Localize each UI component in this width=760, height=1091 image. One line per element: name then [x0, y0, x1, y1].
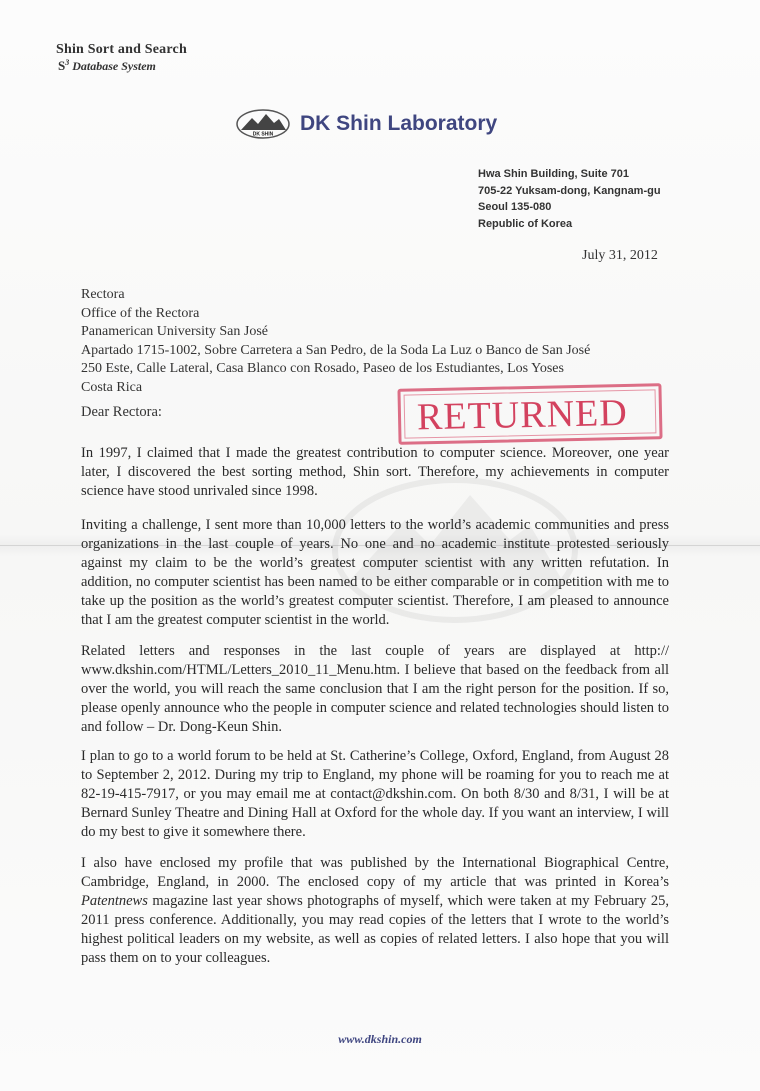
address-line: 705-22 Yuksam-dong, Kangnam-gu — [478, 184, 661, 197]
letter-date: July 31, 2012 — [582, 248, 658, 263]
lab-title: DK Shin Laboratory — [300, 112, 498, 135]
body-paragraph: Related letters and responses in the last couple of years are displayed at http:// www.dkshin.com/HTML/Letters_2010_11_Menu.htm. I believe that based on the feedback from all over the world, you will reach the same conclusion that I am the right person for the position. If so, please openly announce who the people in computer science and related technologies should listen to and follow – Dr. Dong-Keun Shin. — [81, 643, 669, 735]
brand-block — [56, 42, 187, 74]
address-line: Hwa Shin Building, Suite 701 — [478, 168, 629, 180]
mountain-logo-icon — [236, 108, 290, 140]
sender-address — [478, 166, 661, 232]
body-paragraph: In 1997, I claimed that I made the greatest contribution to computer science. Moreover, one year later, I discovered the best sorting method, Shin sort. Therefore, my achievements in computer science have stood unrivaled since 1998. — [81, 445, 669, 499]
body-paragraph — [81, 854, 669, 968]
recipient-line: Apartado 1715-1002, Sobre Carretera a San Pedro, de la Soda La Luz o Banco de San José — [81, 342, 591, 358]
paragraph-text: I also have enclosed my profile that was published by the International Biographical Centre, Cambridge, England, in 2000. The enclosed copy of my article that was printed in Korea’s — [81, 855, 669, 890]
brand-subtitle-text: Database System — [72, 59, 156, 73]
address-line: Seoul 135-080 — [478, 201, 552, 213]
recipient-line: Costa Rica — [81, 379, 143, 395]
body-paragraph: Inviting a challenge, I sent more than 10,000 letters to the world’s academic communities and press organizations in the last couple of years. No one and no academic institute protested seriously against my claim to be the world’s greatest computer scientist with any written refutation. In addition, no computer scientist has been named to be either comparable or in competition with me to take up the position as the world’s greatest computer scientist. Therefore, I am pleased to announce that I am the greatest computer scientist in the world. — [81, 517, 669, 628]
magazine-title: Patentnews — [81, 893, 148, 909]
brand-subtitle — [58, 58, 187, 74]
paragraph-text: magazine last year shows photographs of myself, which were taken at my February 25, 2011 press conference. Additionally, you may read copies of the letters that I wrote to the world’s highest political leaders on my website, as well as copies of related letters. I also hope that you will pass them on to your colleagues. — [81, 893, 669, 966]
lab-header — [236, 108, 497, 140]
body-paragraph: I plan to go to a world forum to be held at St. Catherine’s College, Oxford, England, from August 28 to September 2, 2012. During my trip to England, my phone will be roaming for you to reach me at 82-19-415-7917, or you may email me at contact@dkshin.com. On both 8/30 and 8/31, I will be at Bernard Sunley Theatre and Dining Hall at Oxford for the whole day. If you want an interview, I will do my best to give it somewhere there. — [81, 748, 669, 840]
recipient-line: 250 Este, Calle Lateral, Casa Blanco con Rosado, Paseo de los Estudiantes, Los Yoses — [81, 361, 564, 376]
footer-website-link[interactable]: www.dkshin.com — [338, 1032, 422, 1046]
recipient-line: Panamerican University San José — [81, 324, 269, 339]
logo-text: DK SHIN — [252, 131, 274, 138]
returned-stamp — [397, 383, 662, 445]
salutation: Dear Rectora: — [81, 404, 162, 420]
stamp-text: RETURNED — [416, 391, 629, 439]
recipient-line: Office of the Rectora — [81, 305, 200, 321]
recipient-address — [81, 286, 590, 397]
brand-superscript: 3 — [65, 58, 70, 67]
brand-s-letter: S — [58, 58, 66, 73]
recipient-line: Rectora — [81, 287, 125, 302]
address-line: Republic of Korea — [478, 217, 573, 230]
brand-name: Shin Sort and Search — [56, 42, 187, 57]
